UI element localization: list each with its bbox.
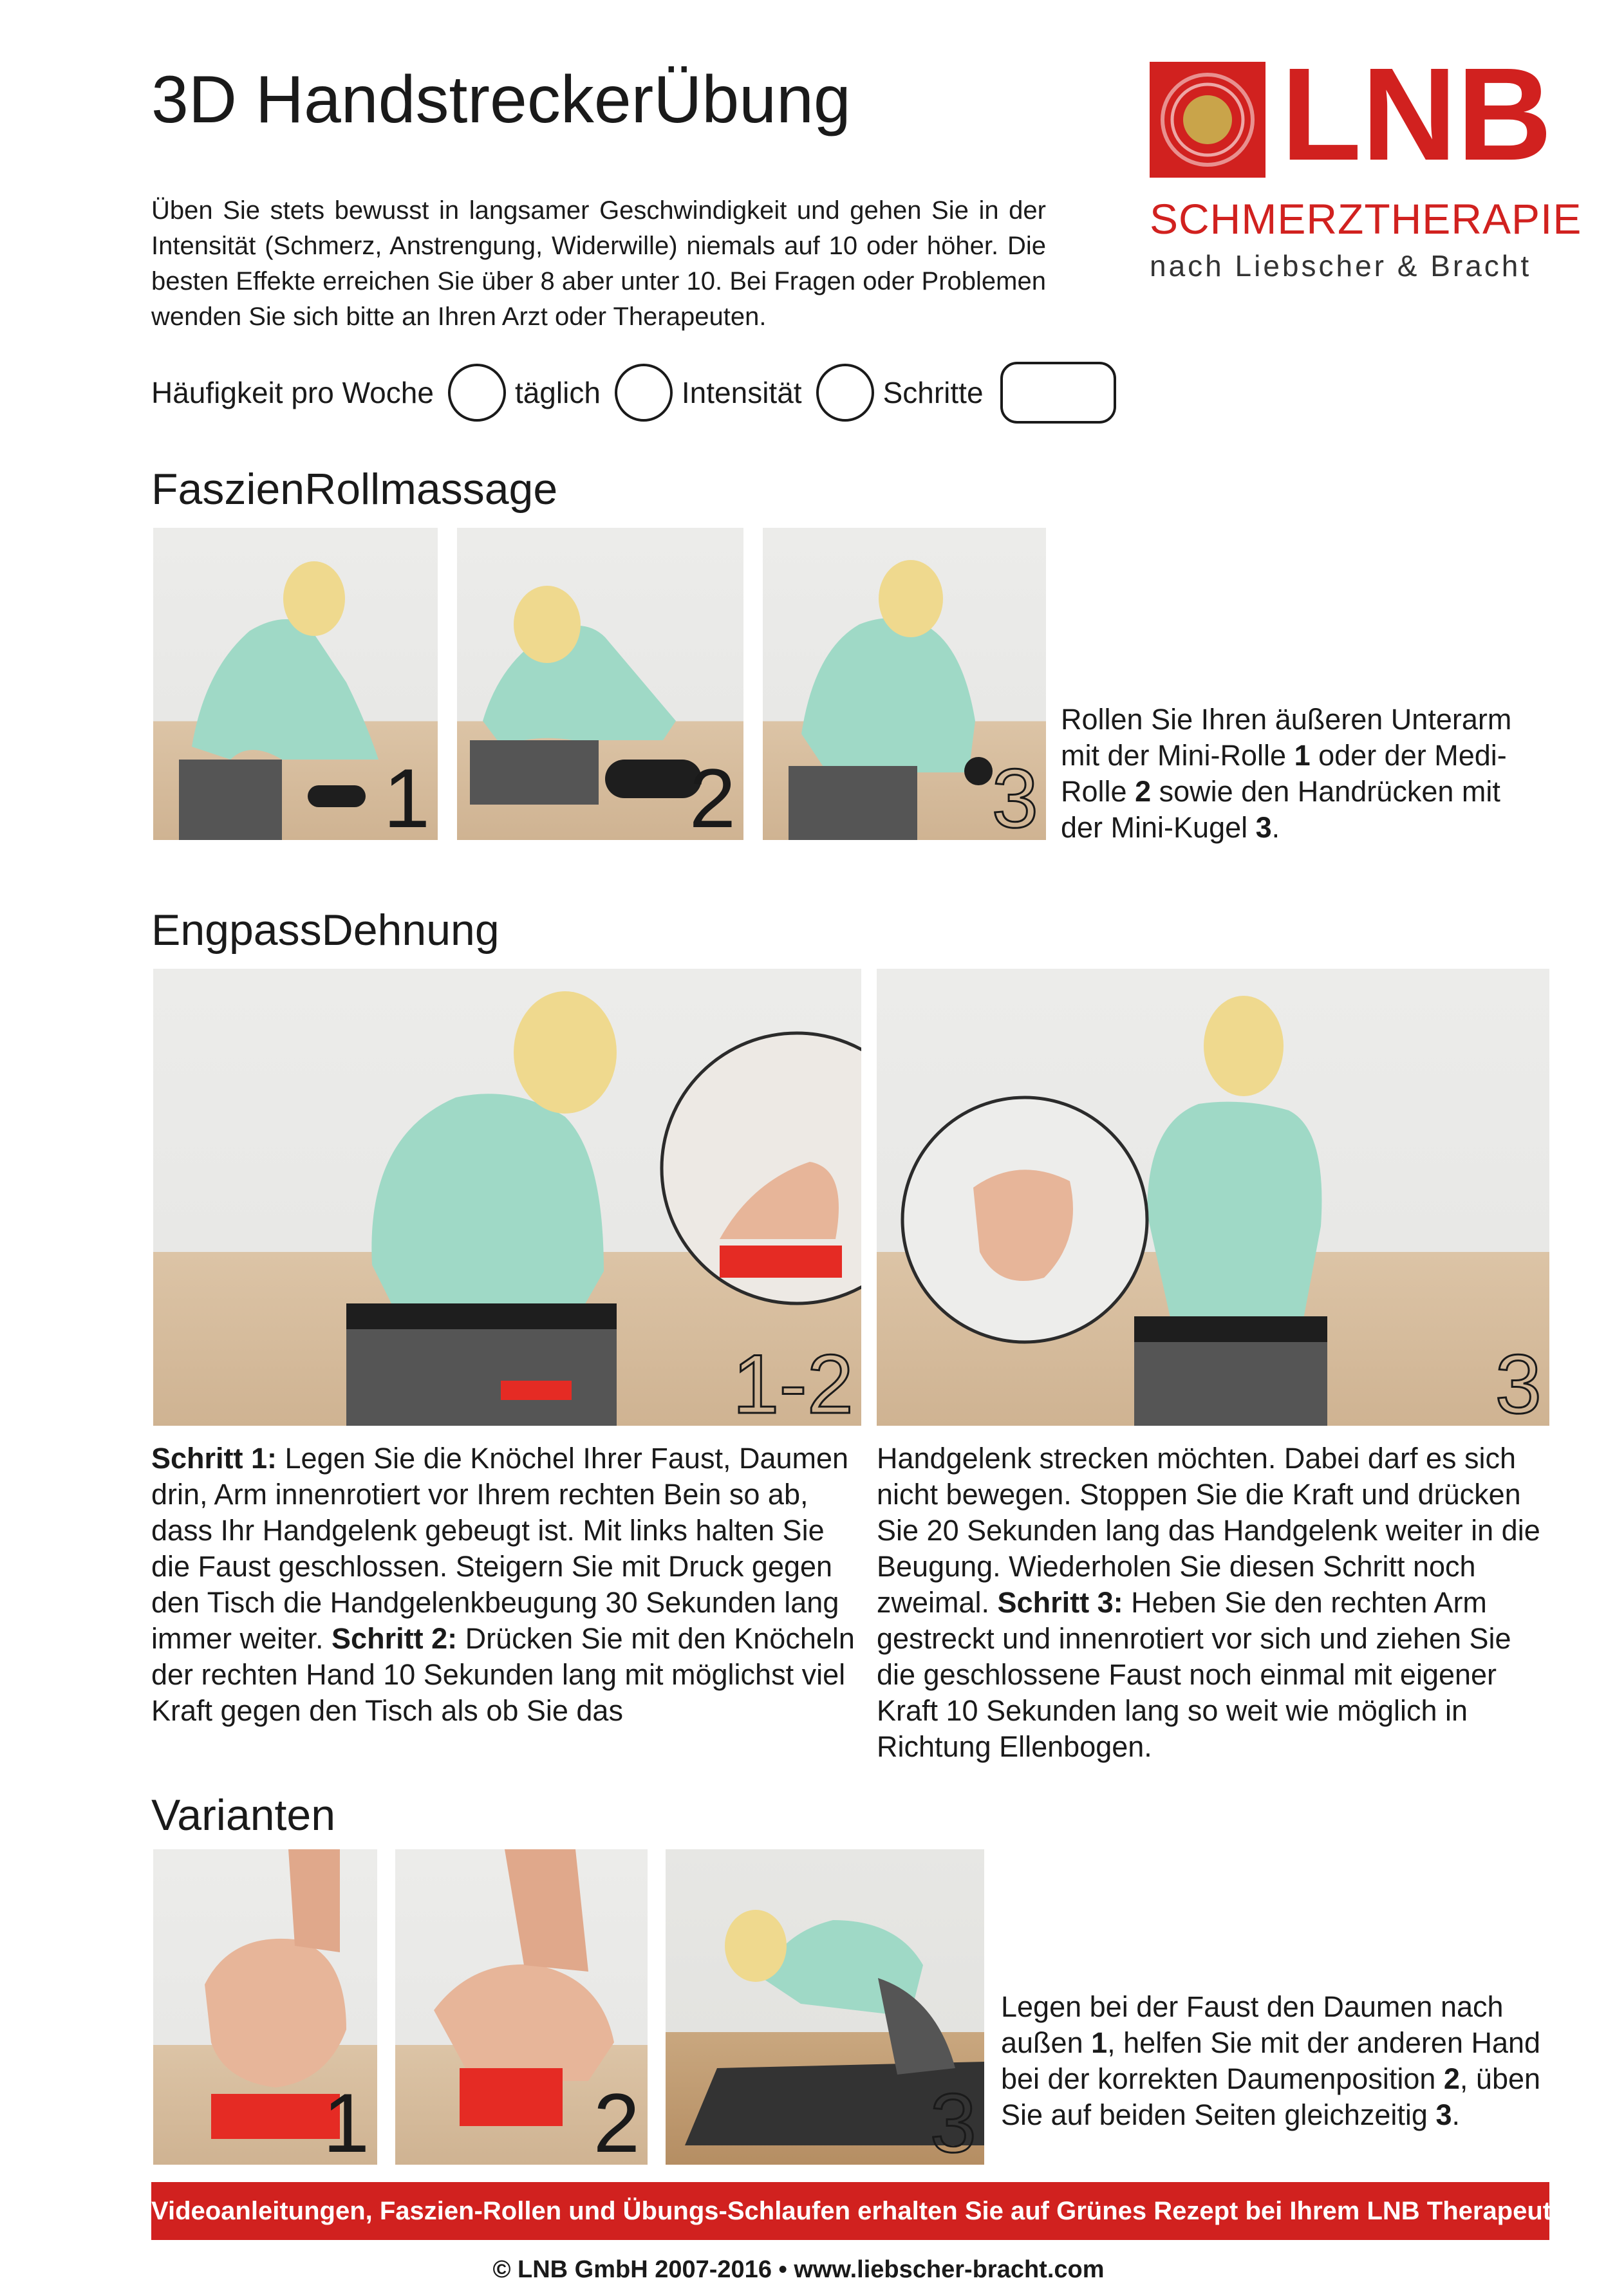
image-number: 1-2: [733, 1337, 854, 1426]
section-heading-faszien: FaszienRollmassage: [151, 465, 558, 514]
steps-field[interactable]: [1000, 362, 1116, 424]
daily-field[interactable]: [615, 364, 673, 422]
logo-subtitle: SCHMERZTHERAPIE: [1150, 195, 1582, 243]
photo-faszien-2: [457, 528, 743, 840]
logo-tagline: nach Liebscher & Bracht: [1150, 249, 1532, 283]
logo-icon: [1150, 62, 1265, 178]
per-week-field[interactable]: [448, 364, 506, 422]
photo-variant-3: [666, 1849, 984, 2165]
image-number: 2: [689, 751, 736, 840]
photo-engpass-3: [877, 969, 1549, 1426]
promo-banner: Videoanleitungen, Faszien-Rollen und Übungs-Schlaufen erhalten Sie auf Grünes Rezept bei Ihrem LNB Therapeuten: [151, 2182, 1549, 2240]
image-number: 3: [929, 2076, 976, 2165]
label-steps: Schritte: [883, 376, 984, 409]
image-number: 2: [593, 2076, 640, 2165]
photo-variant-1: [153, 1849, 377, 2165]
label-per-week: Häufigkeit pro Woche: [151, 376, 434, 409]
image-number: 3: [1495, 1337, 1542, 1426]
section-heading-varianten: Varianten: [151, 1791, 336, 1840]
engpass-instructions-left: Schritt 1: Legen Sie die Knöchel Ihrer Faust, Daumen drin, Arm innenrotiert vor Ihrem rechten Bein so ab, dass Ihr Handgelenk gebeugt ist. Mit links halten Sie die Faust geschlossen. Steigern Sie mit Druck gegen den Tisch die Handgelenkbeugung 30 Sekunden lang immer weiter. Schritt 2: Drücken Sie mit den Knöcheln der rechten Hand 10 Sekunden lang mit möglichst viel Kraft gegen den Tisch als ob Sie das: [151, 1442, 855, 1727]
image-number: 1: [322, 2076, 369, 2165]
photo-faszien-1: [153, 528, 438, 840]
varianten-instructions: Legen bei der Faust den Daumen nach außen 1, helfen Sie mit der anderen Hand bei der korrekten Daumenposition 2, üben Sie auf beiden Seiten gleichzeitig 3.: [1001, 1990, 1541, 2131]
image-number: 3: [991, 751, 1038, 840]
intensity-field[interactable]: [816, 364, 874, 422]
label-intensity: Intensität: [681, 376, 802, 409]
page-title: 3D HandstreckerÜbung: [151, 62, 851, 137]
label-daily: täglich: [514, 376, 601, 409]
photo-variant-2: [395, 1849, 648, 2165]
engpass-instructions-right: Handgelenk strecken möchten. Dabei darf es sich nicht bewegen. Stoppen Sie die Kraft und drücken Sie 20 Sekunden lang das Handgelenk weiter in die Beugung. Wiederholen Sie diesen Schritt noch zweimal. Schritt 3: Heben Sie den rechten Arm gestreckt und innenrotiert vor sich und ziehen Sie die geschlossene Faust noch einmal mit eigener Kraft 10 Sekunden lang so weit wie möglich in Richtung Ellenbogen.: [877, 1442, 1540, 1763]
image-number: 1: [383, 751, 430, 840]
logo-brand: LNB: [1281, 41, 1553, 188]
intro-text: Üben Sie stets bewusst in langsamer Geschwindigkeit und gehen Sie in der Intensität (Schmerz, Anstrengung, Widerwille) niemals auf 10 oder höher. Die besten Effekte erreichen Sie über 8 aber unter 10. Bei Fragen oder Problemen wenden Sie sich bitte an Ihren Arzt oder Therapeuten.: [151, 196, 1046, 331]
frequency-row: [151, 360, 1181, 425]
section-heading-engpass: EngpassDehnung: [151, 906, 500, 955]
copyright-footer: © LNB GmbH 2007-2016 • www.liebscher-bracht.com: [492, 2256, 1105, 2283]
photo-engpass-1-2: [153, 969, 861, 1426]
faszien-instructions: Rollen Sie Ihren äußeren Unterarm mit der Mini-Rolle 1 oder der Medi-Rolle 2 sowie den Handrücken mit der Mini-Kugel 3.: [1061, 703, 1512, 844]
photo-faszien-3: [763, 528, 1046, 840]
